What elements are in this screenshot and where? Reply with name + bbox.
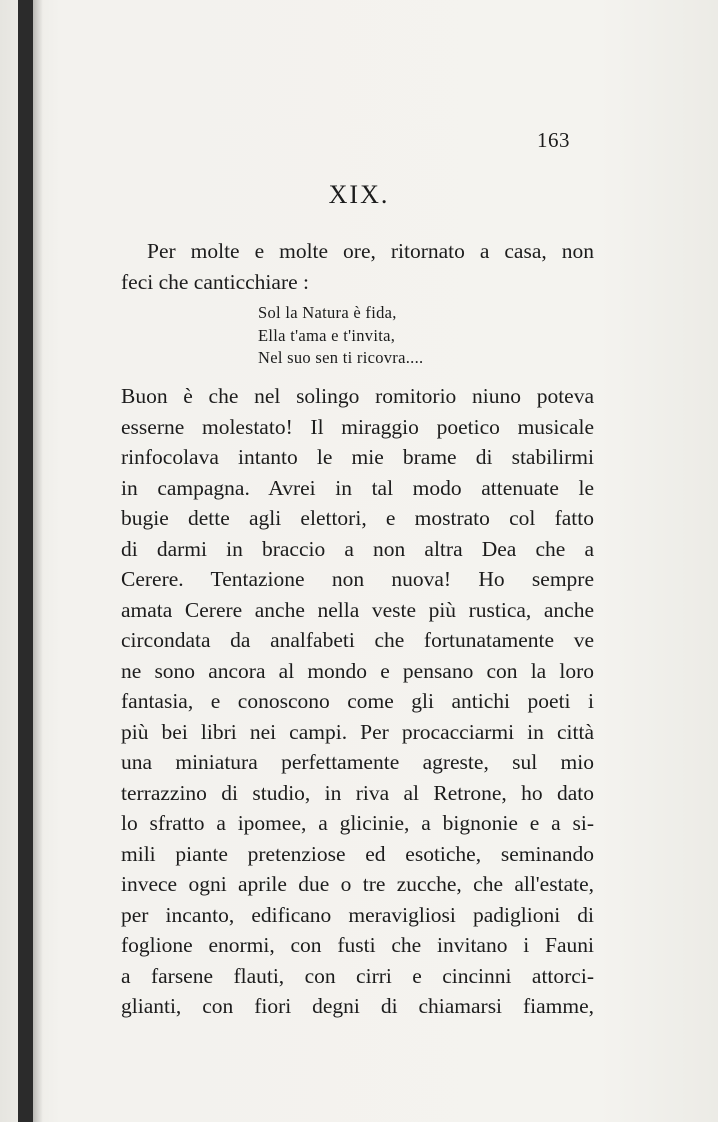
book-spine [18, 0, 33, 1122]
text-line: terrazzino di studio, in riva al Retrone, ho dato [121, 780, 594, 805]
text-line: foglione enormi, con fusti che invitano i Fauni [121, 933, 594, 957]
text-line: Per molte e molte ore, ritornato a casa, non [147, 239, 594, 263]
verse-quote [258, 302, 423, 370]
text-line: amata Cerere anche nella veste più rustica, anche [121, 597, 594, 622]
verse-line: Sol la Natura è fida, [258, 303, 397, 322]
chapter-heading: XIX. [328, 180, 390, 209]
text-line: circondata da analfabeti che fortunatamente ve [121, 628, 594, 652]
verse-line: Nel suo sen ti ricovra.... [258, 348, 424, 367]
text-line: di darmi in braccio a non altra Dea che a [121, 536, 594, 561]
text-line: feci che canticchiare : [121, 269, 309, 294]
text-line: invece ogni aprile due o tre zucche, che all'estate, [121, 872, 594, 896]
text-line: mili piante pretenziose ed esotiche, seminando [121, 841, 594, 866]
spine-shadow [33, 0, 43, 1122]
text-line: lo sfratto a ipomee, a glicinie, a bignonie e a si- [121, 811, 594, 835]
text-line: Cerere. Tentazione non nuova! Ho sempre [121, 567, 594, 591]
text-line: fantasia, e conoscono come gli antichi poeti i [121, 689, 594, 713]
text-line: bugie dette agli elettori, e mostrato col fatto [121, 506, 594, 530]
text-line: a farsene flauti, con cirri e cincinni attorci- [121, 963, 594, 988]
intro-paragraph [121, 236, 594, 297]
text-line: per incanto, edificano meravigliosi padiglioni di [121, 902, 594, 927]
verse-line: Ella t'ama e t'invita, [258, 325, 396, 345]
text-line: più bei libri nei campi. Per procacciarmi in città [121, 719, 594, 744]
text-line: una miniatura perfettamente agreste, sul mio [121, 750, 594, 774]
text-line: esserne molestato! Il miraggio poetico musicale [121, 414, 594, 439]
text-line: glianti, con fiori degni di chiamarsi fiamme, [121, 994, 594, 1018]
text-line: Buon è che nel solingo romitorio niuno poteva [121, 384, 594, 408]
text-line: ne sono ancora al mondo e pensano con la loro [121, 658, 594, 683]
text-line: rinfocolava intanto le mie brame di stabilirmi [121, 445, 594, 469]
body-paragraph [121, 381, 594, 1022]
page-number: 163 [537, 128, 570, 152]
text-line: in campagna. Avrei in tal modo attenuate le [121, 475, 594, 500]
